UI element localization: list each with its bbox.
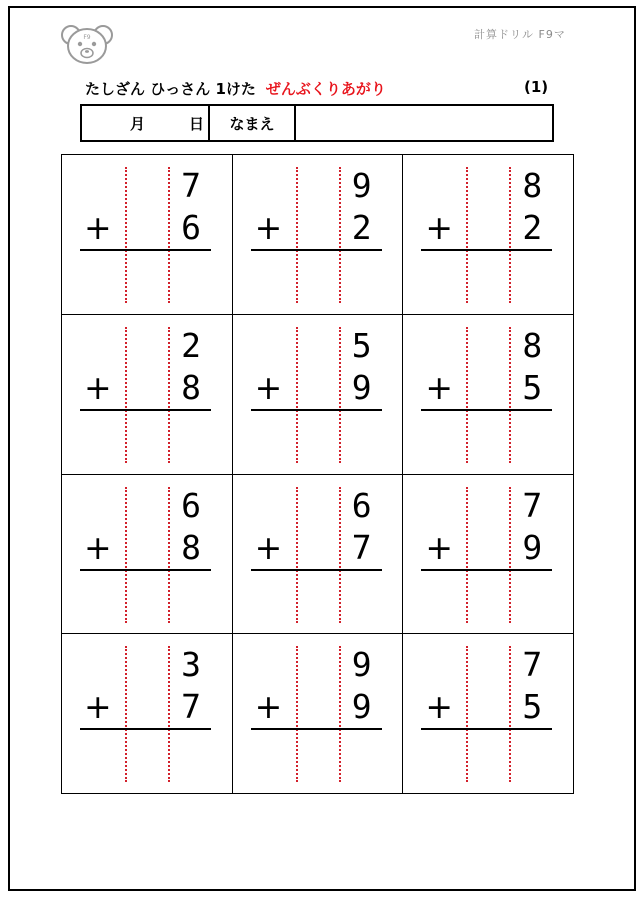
- ones-guide-line: [509, 167, 511, 303]
- ones-guide-line: [339, 646, 341, 782]
- page-number: (1): [524, 78, 549, 96]
- name-date-box: [80, 104, 554, 142]
- addend-bottom: 7: [181, 687, 201, 727]
- tens-guide-line: [296, 327, 298, 463]
- ones-guide-line: [509, 487, 511, 623]
- addend-bottom: 9: [351, 687, 372, 727]
- tens-guide-line: [466, 487, 468, 623]
- name-field[interactable]: [296, 106, 552, 140]
- tens-guide-line: [296, 646, 298, 782]
- sum-line: [251, 409, 382, 411]
- tens-guide-line: [125, 646, 127, 782]
- addend-top: 6: [351, 485, 372, 525]
- addend-top: 9: [351, 166, 372, 205]
- sum-line: [421, 728, 552, 730]
- addend-bottom: 2: [351, 208, 372, 247]
- title-main: たしざん ひっさん 1けた: [85, 80, 256, 98]
- sum-line: [80, 569, 211, 571]
- problem-grid: [61, 154, 574, 794]
- addend-top: 8: [522, 325, 543, 365]
- plus-sign: +: [425, 208, 453, 247]
- sum-line: [421, 409, 552, 411]
- sum-line: [251, 728, 382, 730]
- sum-line: [421, 249, 552, 251]
- addend-bottom: 9: [522, 527, 543, 567]
- addend-top: 6: [181, 485, 201, 525]
- plus-sign: +: [254, 687, 283, 727]
- ones-guide-line: [509, 646, 511, 782]
- addend-bottom: 5: [522, 367, 543, 407]
- addend-top: 3: [181, 645, 201, 685]
- tens-guide-line: [125, 167, 127, 303]
- problem-cell[interactable]: [233, 634, 404, 794]
- ones-guide-line: [168, 646, 170, 782]
- sum-line: [80, 728, 211, 730]
- sum-line: [80, 249, 211, 251]
- problem-cell[interactable]: [62, 475, 233, 635]
- sum-line: [80, 409, 211, 411]
- sum-line: [421, 569, 552, 571]
- plus-sign: +: [425, 687, 453, 727]
- tens-guide-line: [296, 167, 298, 303]
- month-label: 月: [130, 114, 146, 133]
- addend-bottom: 2: [522, 208, 543, 247]
- addend-bottom: 6: [181, 208, 201, 247]
- brand-label: 計算ドリル F9マ: [474, 28, 566, 41]
- problem-cell[interactable]: [233, 475, 404, 635]
- worksheet-title: [85, 78, 386, 99]
- plus-sign: +: [254, 208, 283, 247]
- ones-guide-line: [509, 327, 511, 463]
- addend-top: 5: [351, 325, 372, 365]
- ones-guide-line: [339, 167, 341, 303]
- ones-guide-line: [339, 327, 341, 463]
- ones-guide-line: [168, 327, 170, 463]
- problem-cell[interactable]: [403, 155, 574, 315]
- addend-bottom: 5: [522, 687, 543, 727]
- tens-guide-line: [466, 646, 468, 782]
- bear-logo-icon: [60, 22, 114, 66]
- addend-bottom: 9: [351, 367, 372, 407]
- problem-cell[interactable]: [233, 155, 404, 315]
- ones-guide-line: [168, 487, 170, 623]
- problem-cell[interactable]: [62, 634, 233, 794]
- tens-guide-line: [466, 167, 468, 303]
- problem-cell[interactable]: [403, 475, 574, 635]
- addend-bottom: 8: [181, 367, 201, 407]
- addend-top: 7: [522, 485, 543, 525]
- day-label: 日: [189, 114, 205, 133]
- svg-text:F9: F9: [83, 34, 91, 41]
- plus-sign: +: [425, 367, 453, 407]
- ones-guide-line: [168, 167, 170, 303]
- plus-sign: +: [254, 527, 283, 567]
- tens-guide-line: [296, 487, 298, 623]
- addend-top: 8: [522, 166, 543, 205]
- plus-sign: +: [425, 527, 453, 567]
- addend-top: 7: [522, 645, 543, 685]
- problem-cell[interactable]: [233, 315, 404, 475]
- date-field[interactable]: [82, 106, 210, 140]
- name-label: なまえ: [210, 106, 296, 140]
- title-accent: ぜんぶくりあがり: [265, 80, 386, 98]
- problem-cell[interactable]: [62, 315, 233, 475]
- sum-line: [251, 249, 382, 251]
- addend-top: 7: [181, 166, 201, 205]
- problem-cell[interactable]: [403, 315, 574, 475]
- addend-top: 2: [181, 325, 201, 365]
- ones-guide-line: [339, 487, 341, 623]
- addend-bottom: 8: [181, 527, 201, 567]
- plus-sign: +: [84, 527, 112, 567]
- problem-cell[interactable]: [403, 634, 574, 794]
- tens-guide-line: [125, 487, 127, 623]
- addend-top: 9: [351, 645, 372, 685]
- plus-sign: +: [84, 367, 112, 407]
- plus-sign: +: [84, 687, 112, 727]
- addend-bottom: 7: [351, 527, 372, 567]
- tens-guide-line: [466, 327, 468, 463]
- plus-sign: +: [254, 367, 283, 407]
- plus-sign: +: [84, 208, 112, 247]
- tens-guide-line: [125, 327, 127, 463]
- sum-line: [251, 569, 382, 571]
- problem-cell[interactable]: [62, 155, 233, 315]
